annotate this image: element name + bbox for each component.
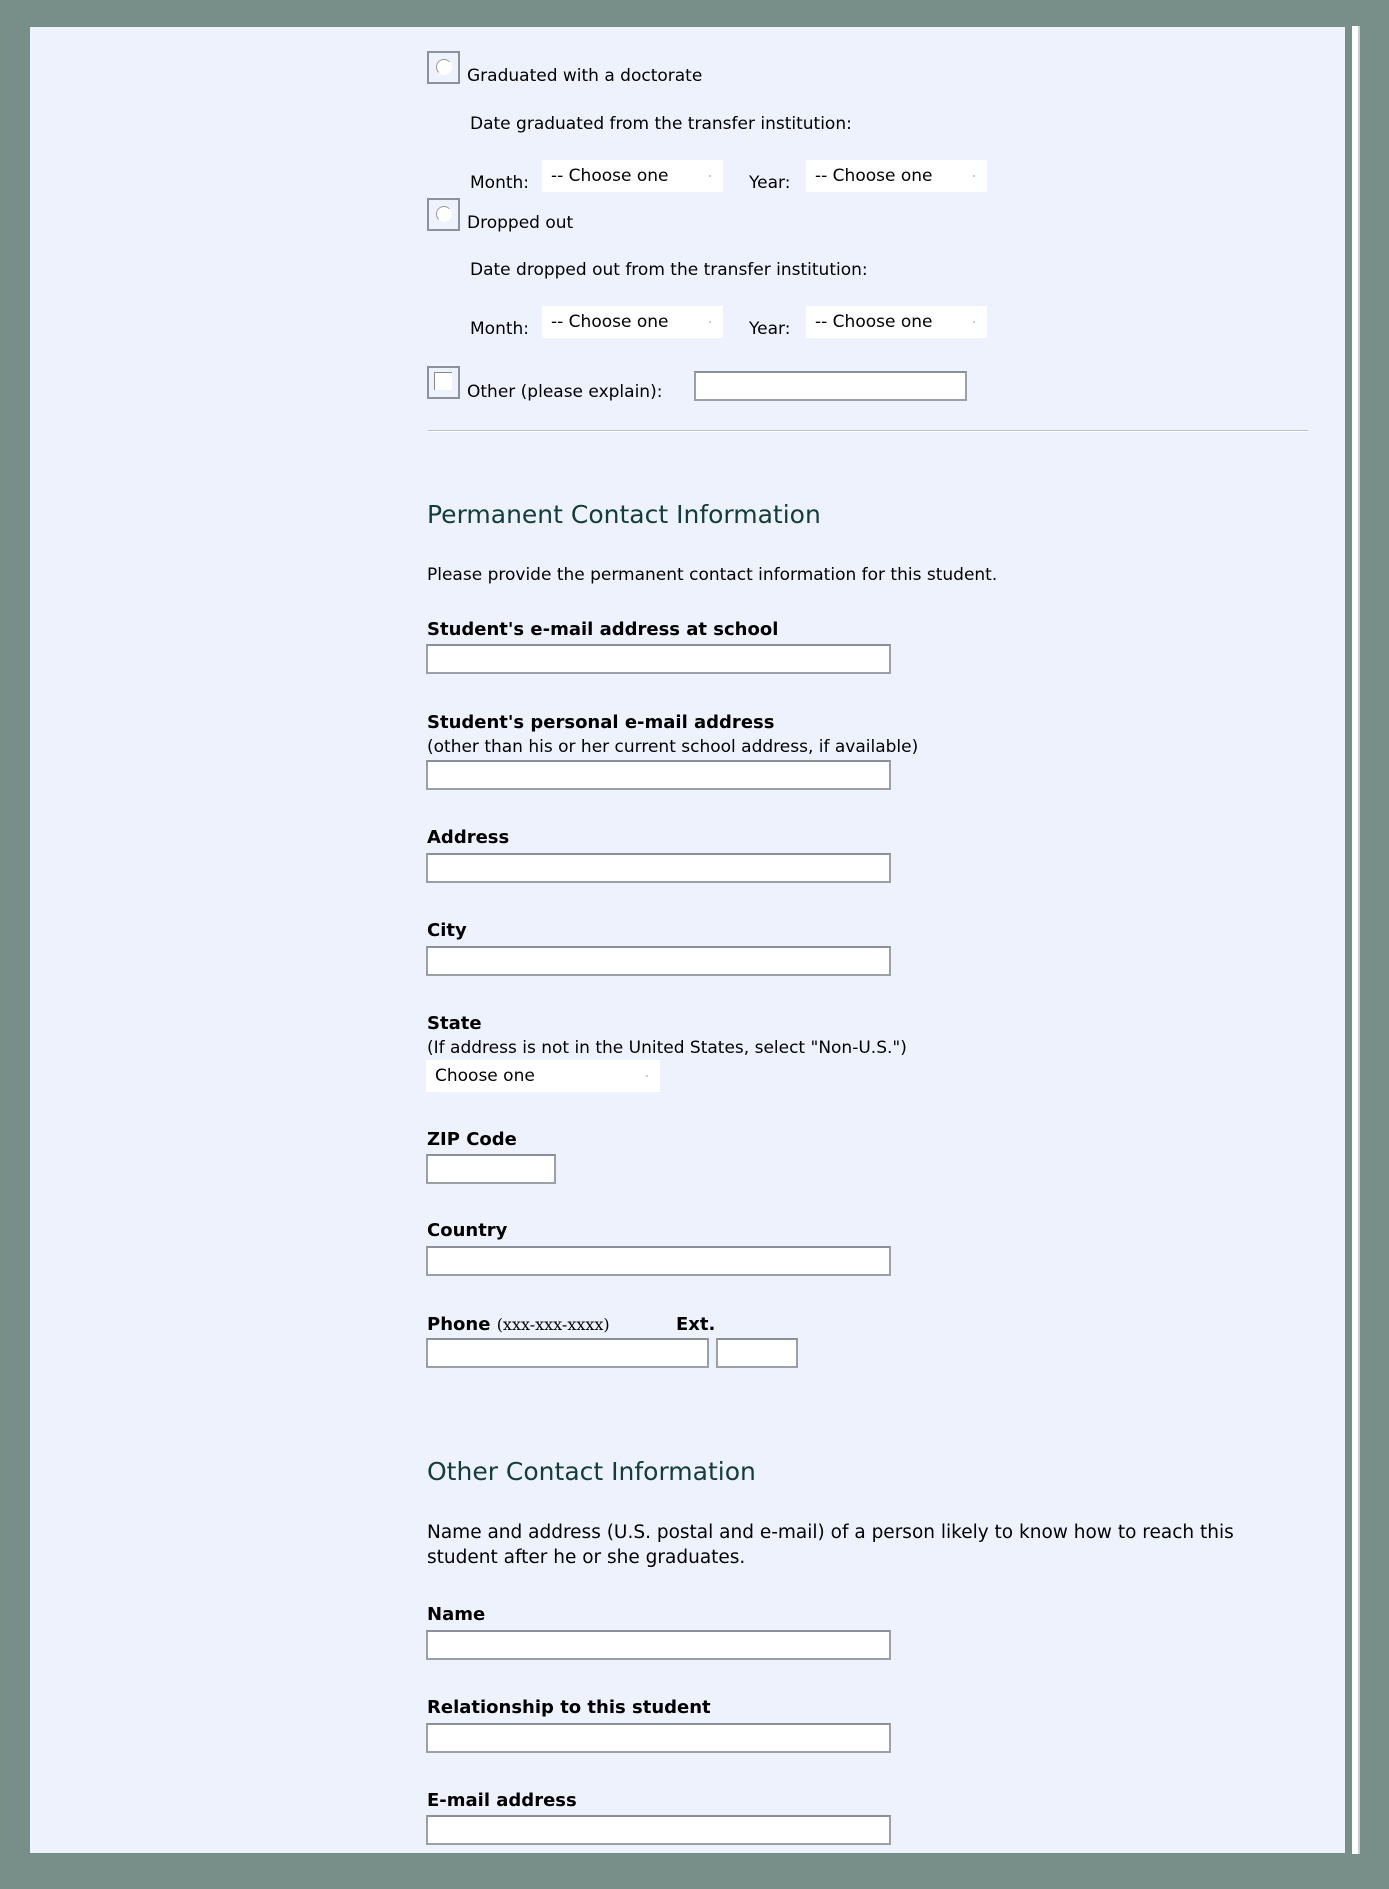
address-input[interactable]: [426, 853, 891, 883]
state-label: State: [427, 1013, 482, 1034]
checkbox-other[interactable]: [427, 366, 460, 399]
city-label: City: [427, 920, 467, 941]
section-heading-other-contact: Other Contact Information: [427, 1457, 756, 1486]
personal-email-label: Student's personal e-mail address: [427, 712, 775, 733]
select-value: Choose one: [435, 1066, 535, 1086]
name-label: Name: [427, 1604, 486, 1625]
name-input[interactable]: [426, 1630, 891, 1660]
state-note: (If address is not in the United States, select "Non-U.S."): [427, 1038, 907, 1058]
relationship-input[interactable]: [426, 1723, 891, 1753]
scrollbar-track[interactable]: [1352, 26, 1360, 1854]
date-prompt-dropped: Date dropped out from the transfer institution:: [470, 260, 868, 280]
month-select-graduated[interactable]: [542, 160, 723, 192]
month-label: Month:: [470, 173, 530, 193]
other-contact-intro: Name and address (U.S. postal and e-mail) of a person likely to know how to reach this student after he or she graduates.: [427, 1522, 1234, 1568]
dropdown-arrow-icon: [709, 175, 711, 177]
relationship-label: Relationship to this student: [427, 1697, 711, 1718]
country-label: Country: [427, 1220, 508, 1241]
dropdown-arrow-icon: [709, 321, 711, 323]
permanent-intro: Please provide the permanent contact information for this student.: [427, 565, 998, 585]
year-select-dropped[interactable]: [806, 306, 987, 338]
month-select-dropped[interactable]: [542, 306, 723, 338]
state-select[interactable]: [426, 1060, 660, 1092]
school-email-input[interactable]: [426, 644, 891, 674]
personal-email-note: (other than his or her current school address, if available): [427, 737, 919, 757]
phone-format-hint: (xxx-xxx-xxxx): [496, 1315, 610, 1334]
month-label: Month:: [470, 319, 530, 339]
checkbox-icon: [434, 372, 452, 390]
year-label: Year:: [749, 319, 791, 339]
date-prompt-graduated: Date graduated from the transfer institution:: [470, 114, 852, 134]
phone-label: Phone: [427, 1314, 491, 1335]
city-input[interactable]: [426, 946, 891, 976]
section-heading-permanent: Permanent Contact Information: [427, 500, 821, 529]
dropdown-arrow-icon: [646, 1075, 648, 1077]
year-select-graduated[interactable]: [806, 160, 987, 192]
select-value: -- Choose one: [815, 166, 933, 186]
radio-icon: [436, 59, 452, 75]
radio-icon: [436, 206, 452, 222]
radio-label-doctorate: Graduated with a doctorate: [467, 66, 703, 86]
zip-label: ZIP Code: [427, 1129, 517, 1150]
radio-label-dropped: Dropped out: [467, 213, 574, 233]
zip-input[interactable]: [426, 1154, 556, 1184]
email-label: E-mail address: [427, 1790, 577, 1811]
school-email-label: Student's e-mail address at school: [427, 619, 779, 640]
year-label: Year:: [749, 173, 791, 193]
dropdown-arrow-icon: [973, 321, 975, 323]
select-value: -- Choose one: [551, 166, 669, 186]
personal-email-input[interactable]: [426, 760, 891, 790]
phone-input[interactable]: [426, 1338, 709, 1368]
address-label: Address: [427, 827, 510, 848]
ext-label: Ext.: [676, 1314, 716, 1335]
radio-dropped-out[interactable]: [427, 198, 460, 231]
other-explain-input[interactable]: [694, 371, 967, 401]
divider: [428, 430, 1308, 432]
country-input[interactable]: [426, 1246, 891, 1276]
email-input[interactable]: [426, 1815, 891, 1845]
select-value: -- Choose one: [551, 312, 669, 332]
dropdown-arrow-icon: [973, 175, 975, 177]
form-panel: [30, 27, 1345, 1853]
radio-graduated-doctorate[interactable]: [427, 51, 460, 84]
select-value: -- Choose one: [815, 312, 933, 332]
checkbox-label-other: Other (please explain):: [467, 382, 663, 402]
ext-input[interactable]: [716, 1338, 798, 1368]
